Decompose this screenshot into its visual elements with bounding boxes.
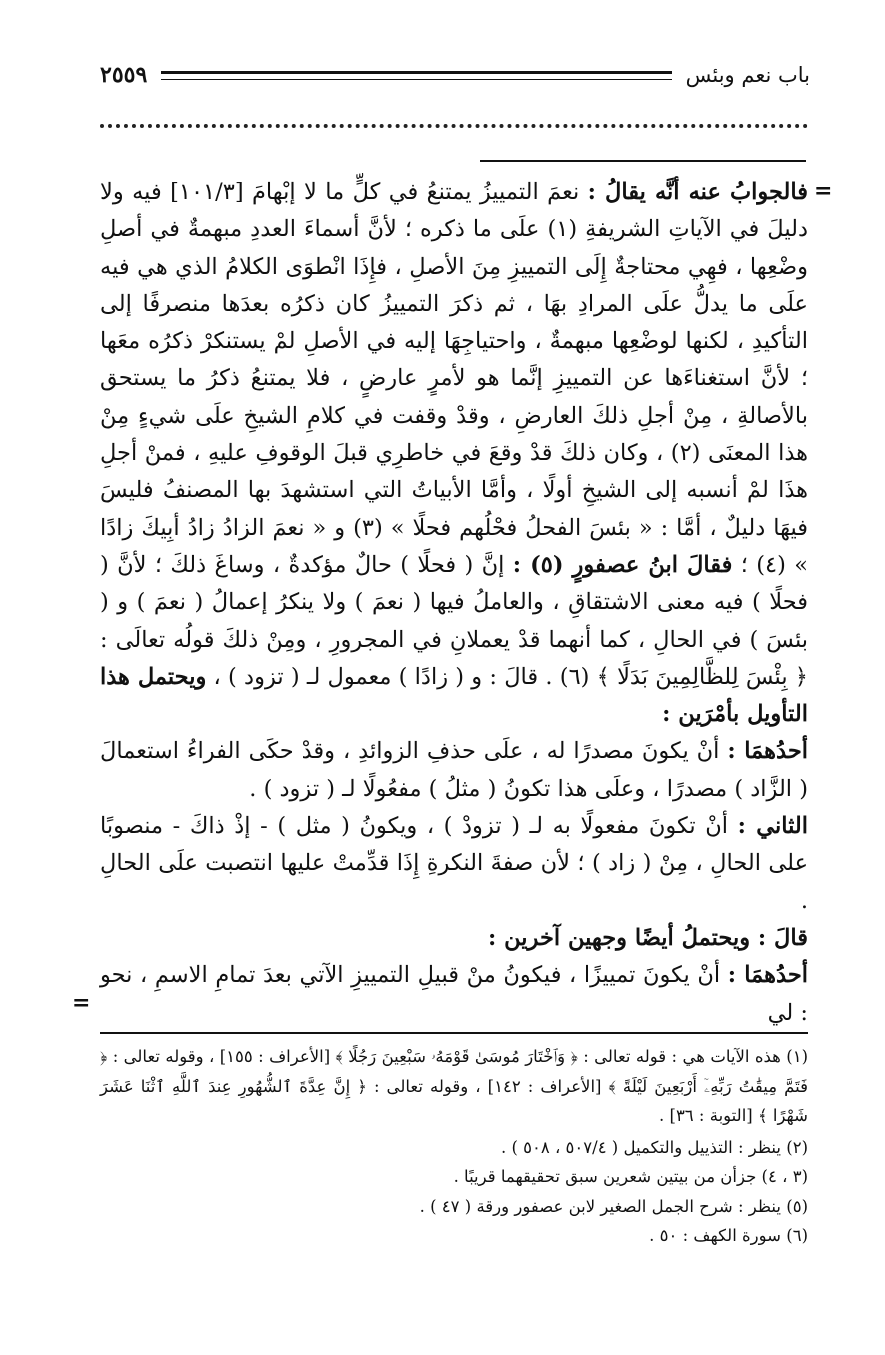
continuation-mark-end: =	[72, 990, 91, 1016]
continuation-mark-start: =	[814, 178, 833, 204]
first-alt-label: أحدُهمَا :	[727, 962, 808, 989]
second-text: أنْ تكونَ مفعولًا به لـ ( تزودْ ) ، ويكونُ ( مثل ) - إذْ ذاكَ - منصوبًا على الحالِ ، مِنْ ( زاد ) ؛ لأن صفةَ النكرةِ إِذَا قدِّمتْ عليها انتصبت علَى الحالِ .	[100, 813, 808, 914]
footnote-6: (٦) سورة الكهف : ٥٠ .	[649, 1226, 808, 1245]
footnotes	[100, 1042, 808, 1251]
header-rule	[161, 71, 671, 80]
ibn-usfur-label: فقالَ ابنُ عصفورٍ (٥) :	[512, 551, 733, 578]
footnote-3-4: (٣ ، ٤) جزأن من بيتين شعرين سبق تحقيقهما قريبًا .	[453, 1167, 808, 1186]
ibn-usfur-text: إنَّ ( فحلًا ) حالٌ مؤكدةٌ ، وساغَ ذلكَ ؛ لأنَّ ( فحلًا ) فيه معنى الاشتقاقِ ، والعاملُ فيها ( نعمَ ) ولا ينكرُ إعمالُ ( نعمَ ) و ( بئسَ ) في الحالِ ، كما أنهما قدْ يعملانِ في المجرورِ ، ومِنْ ذلكَ قولُه تعالَى : ﴿ بِئْسَ لِلظَّالِمِينَ بَدَلًا ﴾ (٦) . قالَ : و ( زادًا ) معمول لـ ( تزود ) ،	[100, 551, 808, 690]
footnote-2: (٢) ينظر : التذييل والتكميل ( ٥٠٧/٤ ، ٥٠٨ ) .	[500, 1137, 808, 1157]
page-number: ٢٥٥٩	[100, 62, 148, 88]
footnote-5: (٥) ينظر : شرح الجمل الصغير لابن عصفور ورقة ( ٤٧ ) .	[419, 1196, 808, 1216]
footnote-rule	[100, 1032, 808, 1034]
answer-text: نعمَ التمييزُ يمتنعُ في كلٍّ ما لا إبْهامَ [١٠١/٣] فيه ولا دليلَ في الآياتِ الشريفةِ (١) علَى ما ذكره ؛ لأنَّ أسماءَ العددِ مبهمةٌ في أصلِ وضْعِها ، فهِي محتاجةٌ إِلَى التمييزِ مِنَ الأصلِ ، فإِذَا انْطوَى الكلامُ الذي هي فيه علَى ما يدلُّ علَى المرادِ بهَا ، ثم ذكرَ التمييزُ كان ذكرُه بعدَها منصرفًا إلى التأكيدِ ، لكنها لوضْعِها مبهمةٌ ، واحتياجِهَا إليه في الأصلِ لمْ يستنكرْ ذكرُه معَها ؛ لأنَّ استغناءَها عن التمييزِ إنَّما هو لأمرٍ عارضٍ ، فلا يمتنعُ ذكرُ ما يستحق بالأصالةِ ، مِنْ أجلِ ذلكَ العارضِ ، وقدْ وقفت في كلامِ الشيخِ علَى شيءٍ مِنْ هذا المعنَى (٢) ، وكان ذلكَ قدْ وقعَ في خاطرِي قبلَ الوقوفِ عليهِ ، فمنْ أجلِ هذَا لمْ أنسبه إلى الشيخِ أولًا ، وأمَّا الأبياتُ التي استشهدَ بها المصنفُ فليسَ فيهَا دليلٌ ، أمَّا : « بئسَ الفحلُ فحْلُهم فحلًا » (٣) و « نعمَ الزادُ زادُ أبِيكَ زادًا » (٤) ؛	[100, 179, 809, 578]
footnote-1: (١) هذه الآيات هي : قوله تعالى : ﴿ وَٱخْتَارَ مُوسَىٰ قَوْمَهُۥ سَبْعِينَ رَجُلًا ﴾ [الأعراف : ١٥٥] ، وقوله تعالى : ﴿ فَتَمَّ مِيقَٰتُ رَبِّهِۦٓ أَرْبَعِينَ لَيْلَةً ﴾ [الأعراف : ١٤٢] ، وقوله تعالى : ﴿ إِنَّ عِدَّةَ ٱلشُّهُورِ عِندَ ٱللَّهِ ٱثْنَا عَشَرَ شَهْرًا ﴾ [التوبة : ٣٦] .	[100, 1047, 808, 1125]
paragraph-answer	[100, 174, 808, 733]
first-text: أنْ يكونَ مصدرًا له ، علَى حذفِ الزوائدِ ، وقدْ حكَى الفراءُ استعمالَ ( الزَّاد ) مصدرًا ، وعلَى هذا تكونُ ( مثلُ ) مفعُولًا لـ ( تزود ) .	[100, 738, 808, 802]
chapter-title: باب نعم وبئس	[685, 63, 810, 87]
two-interpretations-label: ويحتمل هذا التأويل بأمْرَين :	[100, 663, 808, 728]
first-alt-text: أنْ يكونَ تمييزًا ، فيكونُ منْ قبيلِ التمييزِ الآتي بعدَ تمامِ الاسمِ ، نحو : لي	[100, 962, 808, 1026]
dotted-separator	[100, 124, 808, 128]
paragraph-said	[100, 920, 808, 957]
first-label: أحدُهمَا :	[727, 738, 808, 765]
paragraph-second	[100, 808, 808, 920]
said-heading: قالَ : ويحتملُ أيضًا وجهين آخرين :	[488, 924, 808, 951]
section-rule	[480, 160, 806, 162]
paragraph-first-alt	[100, 957, 808, 1032]
paragraph-first	[100, 733, 808, 808]
second-label: الثاني :	[737, 813, 808, 840]
main-text	[100, 174, 808, 1032]
running-header	[100, 58, 810, 92]
answer-label: فالجوابُ عنه أنَّه يقالُ :	[587, 179, 809, 205]
